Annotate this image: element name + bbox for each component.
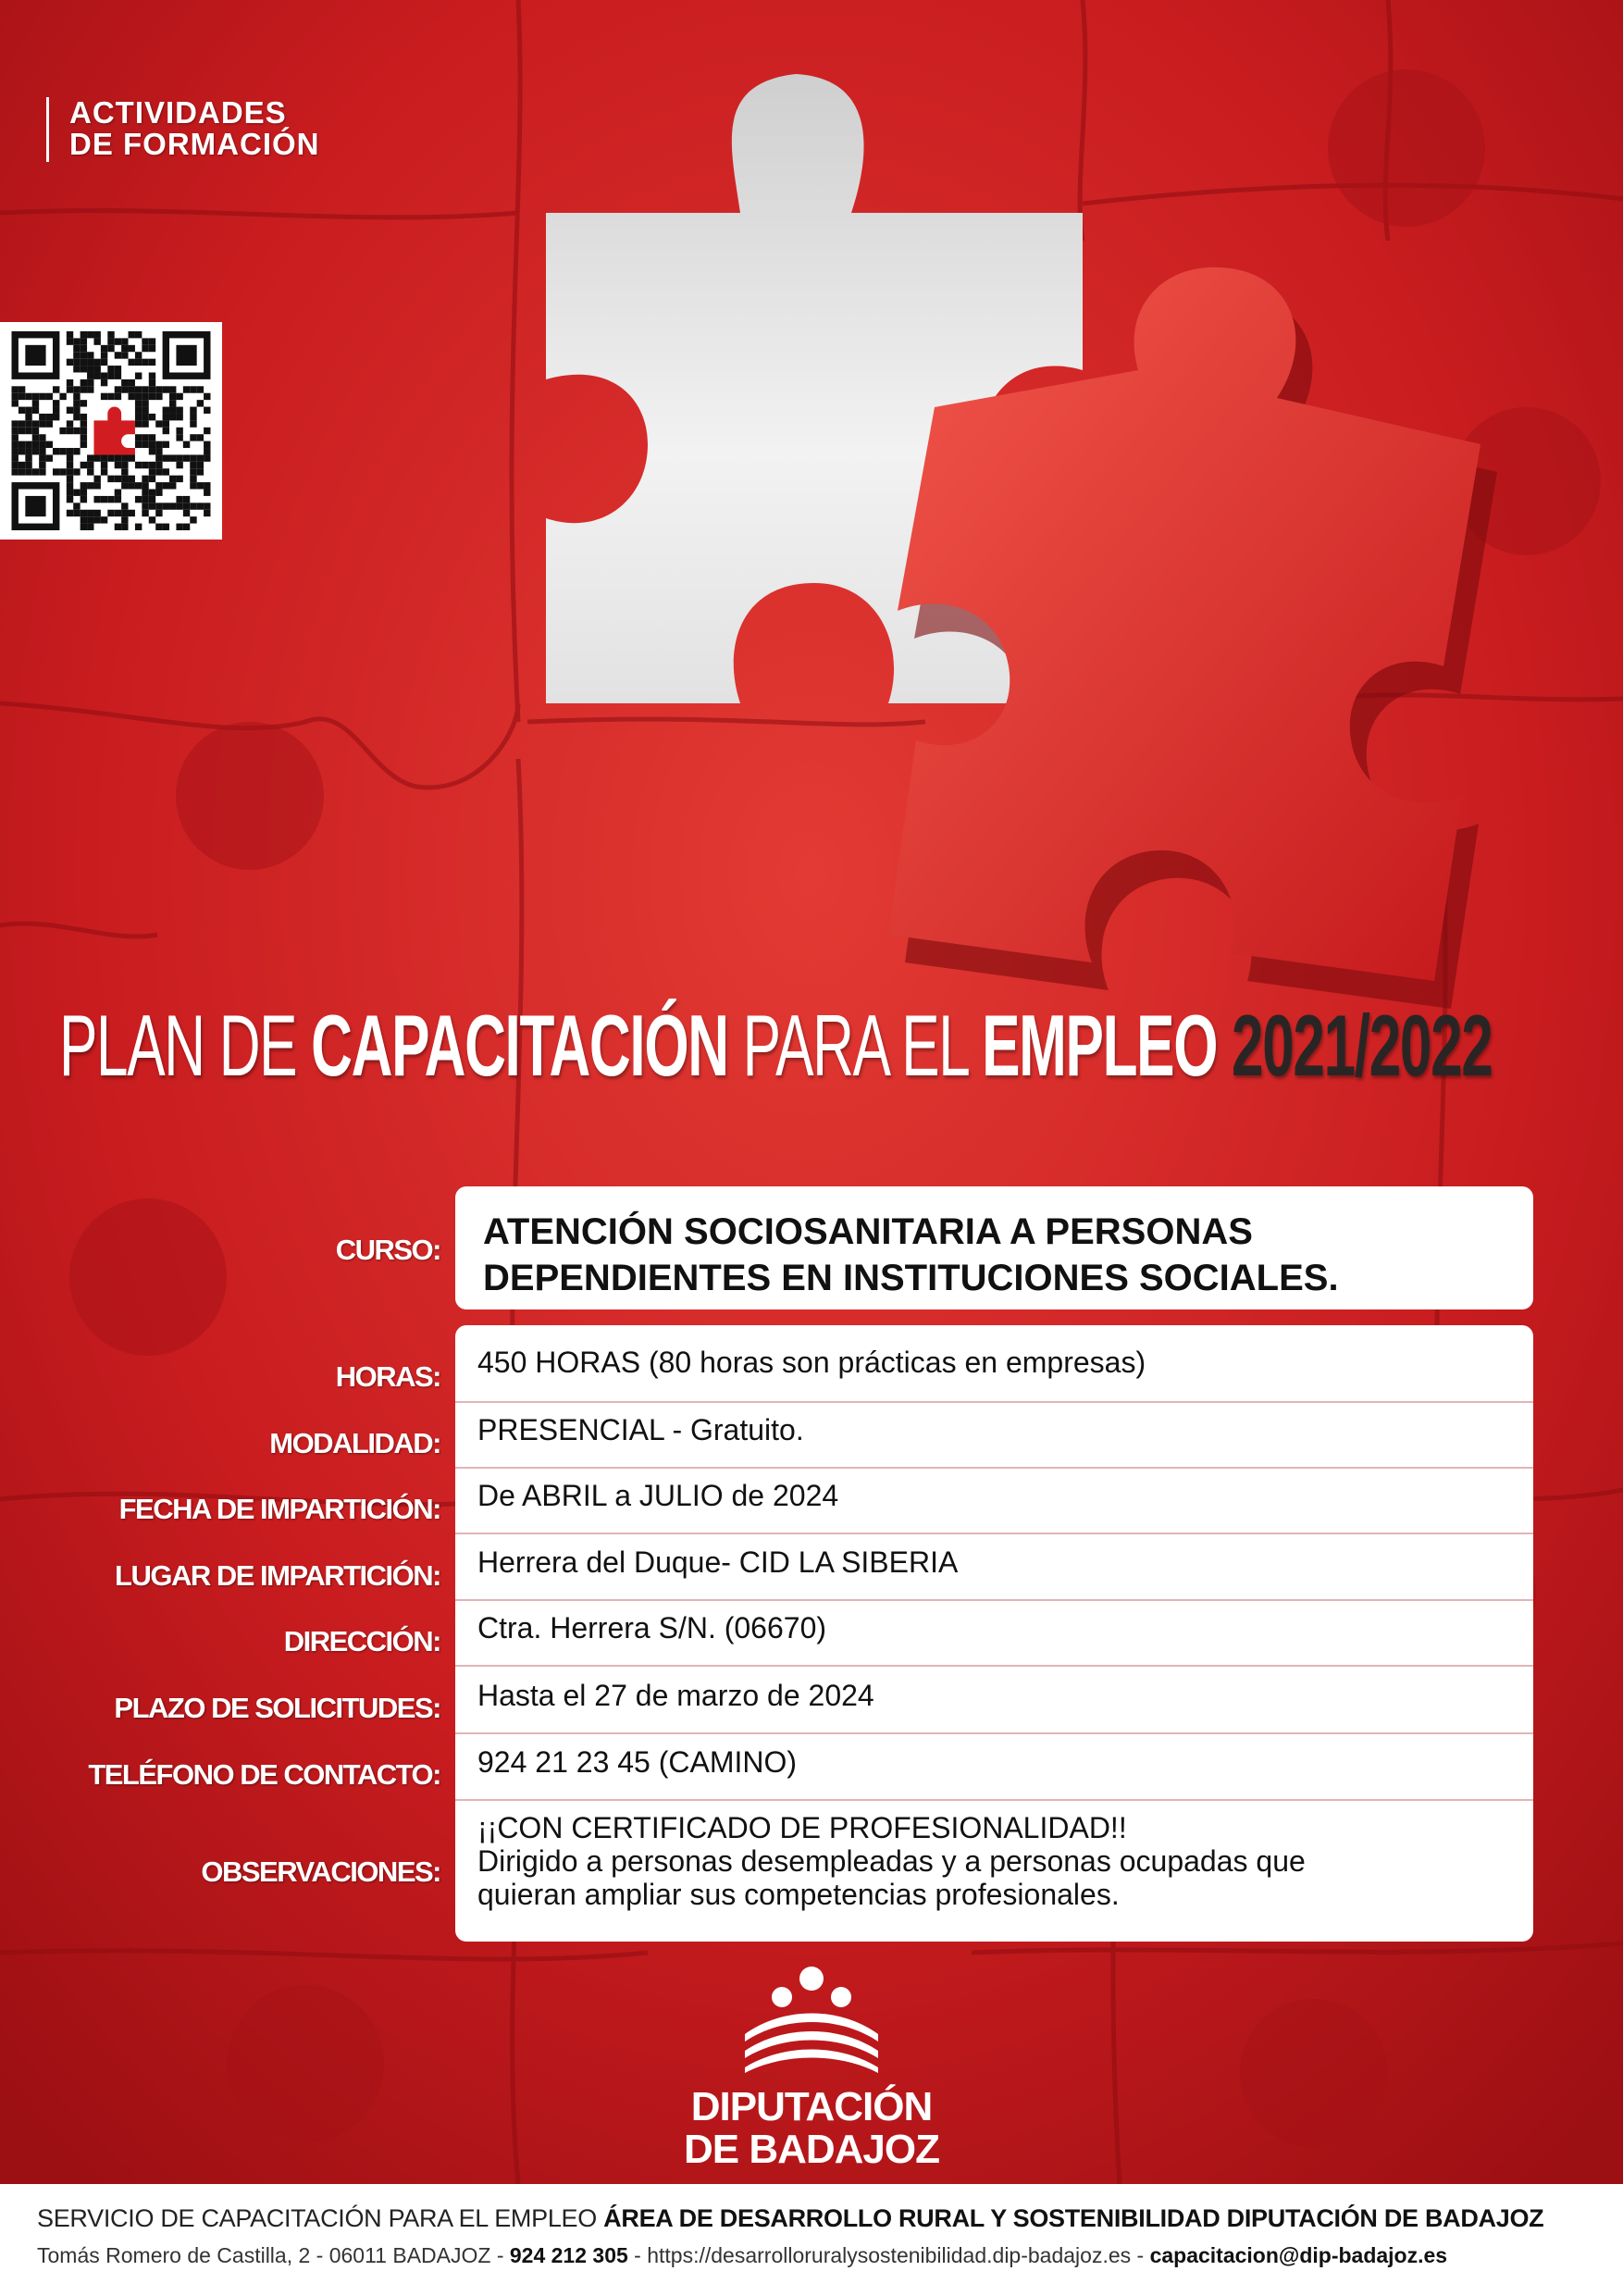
title-part-1: PLAN DE [59, 997, 312, 1094]
row-divider [455, 1732, 1533, 1734]
address-label: DIRECCIÓN: [283, 1625, 440, 1657]
footer-contact-line [37, 2243, 1447, 2268]
hours-value: 450 HORAS (80 horas son prácticas en empresas) [477, 1346, 1146, 1379]
footer-service-name: SERVICIO DE CAPACITACIÓN PARA EL EMPLEO [37, 2204, 604, 2232]
row-divider [455, 1665, 1533, 1667]
footer-service-line [37, 2204, 1543, 2233]
hours-label: HORAS: [335, 1360, 440, 1393]
date-label: FECHA DE IMPARTICIÓN: [118, 1493, 440, 1525]
footer-address: Tomás Romero de Castilla, 2 - 06011 BADAJOZ - [37, 2243, 510, 2267]
footer-email-link[interactable]: capacitacion@dip-badajoz.es [1149, 2243, 1448, 2267]
phone-value: 924 21 23 45 (CAMINO) [477, 1745, 798, 1779]
header-accent-bar [46, 97, 49, 162]
title-year: 2021/2022 [1217, 997, 1493, 1094]
title-part-2: CAPACITACIÓN [311, 997, 728, 1094]
footer-area-name: ÁREA DE DESARROLLO RURAL Y SOSTENIBILIDAD DIPUTACIÓN DE BADAJOZ [603, 2204, 1544, 2232]
row-divider [455, 1533, 1533, 1534]
deadline-value: Hasta el 27 de marzo de 2024 [477, 1679, 874, 1712]
plan-title [59, 995, 1493, 1097]
logo-emblem-icon [673, 1962, 950, 2073]
header-line-1: ACTIVIDADES [69, 95, 287, 130]
details-box [455, 1325, 1533, 1942]
observations-value [477, 1811, 1306, 1911]
date-value: De ABRIL a JULIO de 2024 [477, 1479, 839, 1512]
course-title [483, 1209, 1519, 1301]
deadline-label: PLAZO DE SOLICITUDES: [114, 1692, 440, 1724]
row-divider [455, 1401, 1533, 1403]
phone-label: TELÉFONO DE CONTACTO: [88, 1758, 440, 1791]
row-divider [455, 1799, 1533, 1801]
activities-header [46, 97, 320, 160]
modality-value: PRESENCIAL - Gratuito. [477, 1413, 804, 1446]
logo-line-2: DE BADAJOZ [683, 2127, 940, 2172]
footer-phone[interactable]: 924 212 305 [509, 2243, 628, 2267]
place-label: LUGAR DE IMPARTICIÓN: [115, 1559, 440, 1592]
row-divider [455, 1599, 1533, 1601]
row-divider [455, 1467, 1533, 1469]
course-title-line-2: DEPENDIENTES EN INSTITUCIONES SOCIALES. [483, 1258, 1339, 1298]
header-line-2: DE FORMACIÓN [69, 127, 320, 161]
course-label: CURSO: [335, 1234, 440, 1266]
qr-pattern [9, 331, 213, 530]
diputacion-badajoz-logo [673, 1962, 950, 2175]
observations-line-1: ¡¡CON CERTIFICADO DE PROFESIONALIDAD!! [477, 1811, 1127, 1844]
title-part-4: EMPLEO [982, 997, 1218, 1094]
observations-label: OBSERVACIONES: [201, 1855, 440, 1888]
footer-web-link[interactable]: - https://desarrolloruralysostenibilidad.dip-badajoz.es - [627, 2243, 1150, 2267]
address-value: Ctra. Herrera S/N. (06670) [477, 1611, 827, 1644]
course-box [455, 1186, 1533, 1309]
observations-line-2: Dirigido a personas desempleadas y a personas ocupadas que [477, 1844, 1306, 1878]
place-value: Herrera del Duque- CID LA SIBERIA [477, 1545, 959, 1579]
modality-label: MODALIDAD: [269, 1427, 440, 1459]
logo-line-1: DIPUTACIÓN [690, 2084, 933, 2129]
course-title-line-1: ATENCIÓN SOCIOSANITARIA A PERSONAS [483, 1211, 1253, 1252]
observations-line-3: quieran ampliar sus competencias profesionales. [477, 1878, 1120, 1911]
footer [0, 2184, 1623, 2296]
title-part-3: PARA EL [727, 997, 983, 1094]
qr-code[interactable] [0, 322, 222, 540]
